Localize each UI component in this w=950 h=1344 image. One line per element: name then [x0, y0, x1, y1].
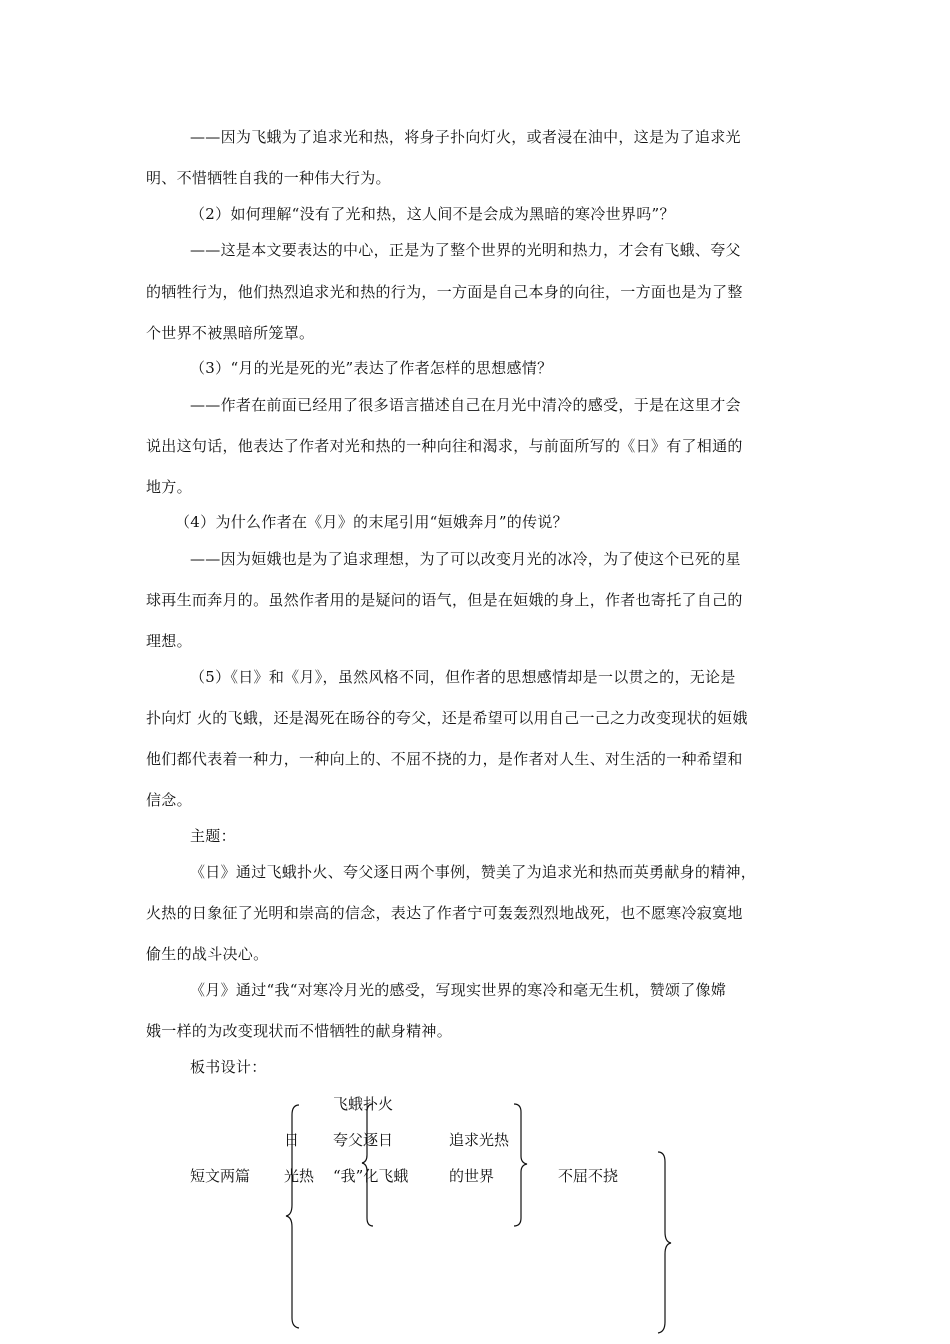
paragraph-line: ——因为姮娥也是为了追求理想，为了可以改变月光的冰冷，为了使这个已死的星: [190, 550, 741, 568]
board-two-texts: 短文两篇: [190, 1167, 251, 1185]
board-pursue: 追求光热: [449, 1131, 510, 1149]
paragraph-line: 明、不惜牺牲自我的一种伟大行为。: [146, 169, 391, 187]
right-brace-small: [514, 1104, 527, 1226]
board-kuafu: 夸父逐日: [333, 1131, 394, 1149]
question-4: （4）为什么作者在《月》的末尾引用“姮娥奔月”的传说？: [175, 513, 568, 531]
board-sun: 日: [284, 1131, 300, 1149]
paragraph-line: 理想。: [146, 632, 192, 650]
paragraph-line: 扑向灯 火的飞蛾，还是渴死在旸谷的夸父，还是希望可以用自己一己之力改变现状的姮娥: [146, 709, 748, 727]
paragraph-line: 火热的日象征了光明和崇高的信念，表达了作者宁可轰轰烈烈地战死，也不愿寒冷寂寞地: [146, 904, 743, 922]
paragraph-line: 《月》通过“我“对寒冷月光的感受，写现实世界的寒冷和毫无生机，赞颂了像嫦: [190, 981, 727, 999]
right-brace-large: [658, 1152, 671, 1333]
paragraph-line: 娥一样的为改变现状而不惜牺牲的献身精神。: [146, 1022, 453, 1040]
left-brace-small: [362, 1104, 373, 1226]
paragraph-line: 《日》通过飞蛾扑火、夸父逐日两个事例，赞美了为追求光和热而英勇献身的精神，: [190, 863, 757, 881]
left-brace-large: [286, 1105, 299, 1328]
board-world: 的世界: [449, 1167, 495, 1185]
board-moth: 飞蛾扑火: [333, 1095, 394, 1113]
board-i-moth: “我”化飞蛾: [333, 1167, 409, 1185]
board-unyielding: 不屈不挠: [558, 1167, 619, 1185]
paragraph-line: 偷生的战斗决心。: [146, 945, 269, 963]
question-2: （2）如何理解“没有了光和热，这人间不是会成为黑暗的寒冷世界吗”？: [190, 205, 675, 223]
paragraph-line: ——因为飞蛾为了追求光和热，将身子扑向灯火，或者浸在油中，这是为了追求光: [190, 128, 741, 146]
theme-heading: 主题：: [190, 827, 236, 845]
question-5: （5）《日》和《月》，虽然风格不同，但作者的思想感情却是一以贯之的，无论是: [190, 668, 736, 686]
paragraph-line: 他们都代表着一种力，一种向上的、不屈不挠的力，是作者对人生、对生活的一种希望和: [146, 750, 743, 768]
board-design-heading: 板书设计：: [190, 1058, 267, 1076]
board-light-heat: 光热: [284, 1167, 315, 1185]
paragraph-line: ——作者在前面已经用了很多语言描述自己在月光中清冷的感受，于是在这里才会: [190, 396, 741, 414]
question-3: （3）“月的光是死的光”表达了作者怎样的思想感情？: [190, 359, 553, 377]
paragraph-line: ——这是本文要表达的中心，正是为了整个世界的光明和热力，才会有飞蛾、夸父: [190, 241, 741, 259]
paragraph-line: 个世界不被黑暗所笼罩。: [146, 324, 315, 342]
paragraph-line: 地方。: [146, 478, 192, 496]
paragraph-line: 说出这句话，他表达了作者对光和热的一种向往和渴求，与前面所写的《日》有了相通的: [146, 437, 743, 455]
paragraph-line: 的牺牲行为，他们热烈追求光和热的行为，一方面是自己本身的向往，一方面也是为了整: [146, 283, 743, 301]
paragraph-line: 信念。: [146, 791, 192, 809]
paragraph-line: 球再生而奔月的。虽然作者用的是疑问的语气，但是在姮娥的身上，作者也寄托了自己的: [146, 591, 743, 609]
